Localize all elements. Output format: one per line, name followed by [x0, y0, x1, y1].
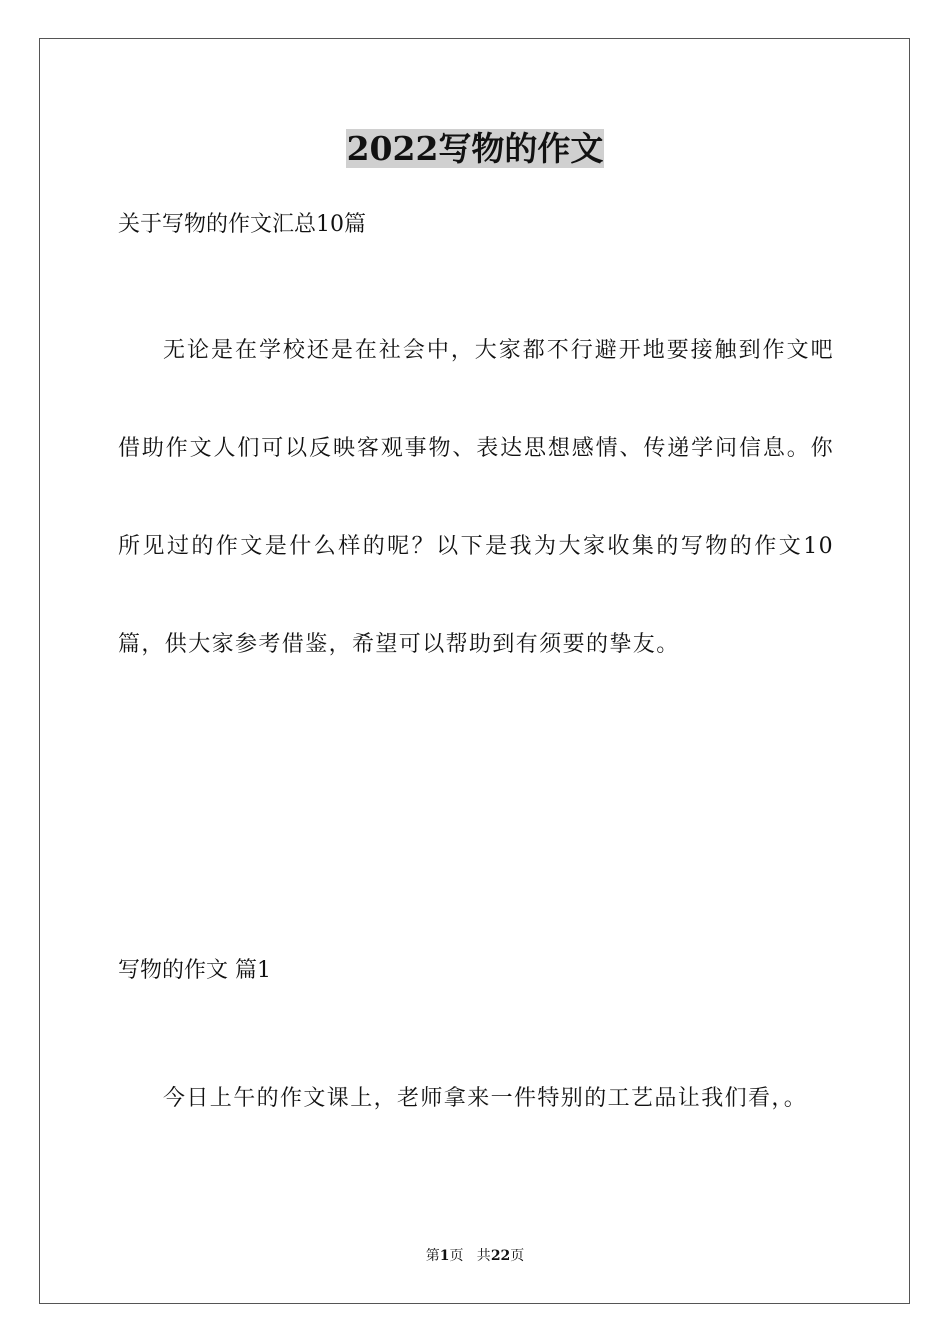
- document-subtitle: 关于写物的作文汇总10篇: [118, 212, 366, 237]
- footer-page-total: 22: [490, 1248, 511, 1264]
- intro-paragraph: 无论是在学校还是在社会中，大家都不行避开地要接触到作文吧借助作文人们可以反映客观事物、表达思想感情、传递学问信息。你所见过的作文是什么样的呢？以下是我为大家收集的写物的作文10篇，供大家参考借鉴，希望可以帮助到有须要的挚友。: [118, 338, 834, 657]
- footer-page-prefix: 第: [425, 1248, 440, 1264]
- footer-page-mid: 页 共: [449, 1248, 491, 1264]
- section-paragraph: 今日上午的作文课上，老师拿来一件特别的工艺品让我们看，。: [163, 1086, 808, 1111]
- document-title-text: 2022写物的作文: [346, 129, 604, 168]
- footer-page-current: 1: [439, 1248, 450, 1264]
- section-heading: 写物的作文 篇1: [118, 958, 271, 983]
- footer-page-suffix: 页: [510, 1248, 525, 1264]
- document-title: [0, 128, 950, 170]
- page-footer: [0, 1246, 950, 1266]
